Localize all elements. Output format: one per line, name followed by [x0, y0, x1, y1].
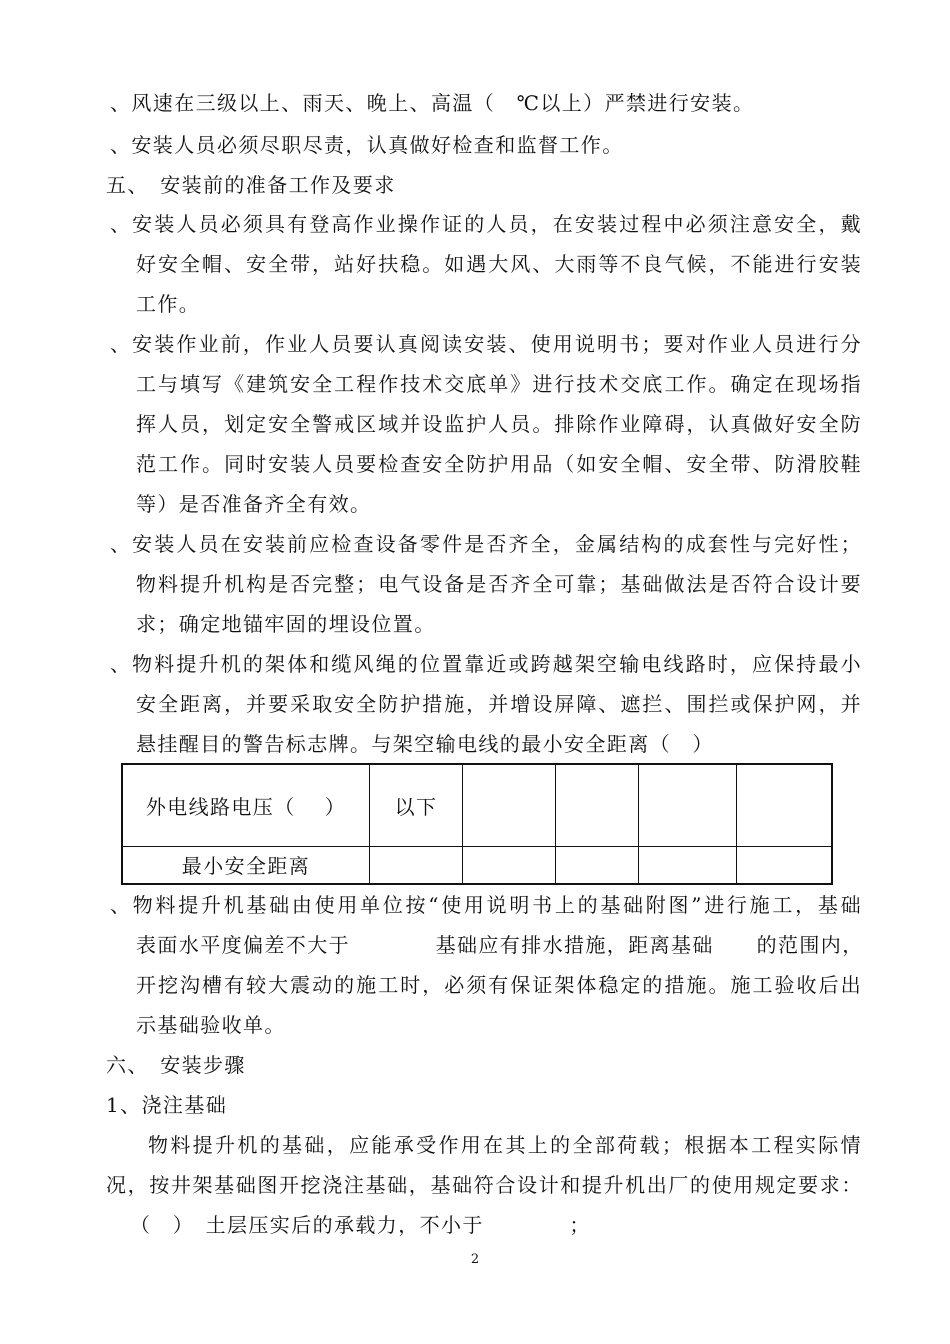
voltage-label-cell: 外电线路电压（ ）: [122, 764, 370, 846]
paragraph-line: 、安装人员在安装前应检查设备零件是否齐全，金属结构的成套性与完好性；: [110, 532, 862, 556]
paragraph-line: 物料提升机的基础，应能承受作用在其上的全部荷载；根据本工程实际情: [148, 1133, 862, 1157]
distance-label-cell: 最小安全距离: [122, 846, 370, 884]
paragraph-line: 安全距离，并要采取安全防护措施，并增设屏障、遮拦、围拦或保护网，并: [136, 692, 862, 716]
paragraph-line: 工作。: [136, 292, 201, 316]
paragraph-line: 、安装作业前，作业人员要认真阅读安装、使用说明书；要对作业人员进行分: [110, 332, 862, 356]
table-cell: [556, 846, 639, 884]
table-cell: 以下: [370, 764, 463, 846]
rule-wind-speed: 、风速在三级以上、雨天、晚上、高温（ ℃以上）严禁进行安装。: [110, 91, 755, 115]
table-cell: [463, 764, 556, 846]
section-heading-5: 五、 安装前的准备工作及要求: [106, 173, 396, 197]
table-cell: [737, 764, 833, 846]
section-heading-6: 六、 安装步骤: [106, 1053, 246, 1077]
paragraph-line: 工与填写《建筑安全工程作技术交底单》进行技术交底工作。确定在现场指: [136, 372, 862, 396]
subheading-foundation: 1、浇注基础: [106, 1093, 228, 1117]
paragraph-line: 求；确定地锚牢固的埋设位置。: [136, 612, 436, 636]
table-cell: [370, 846, 463, 884]
paragraph-line: 挥人员，划定安全警戒区域并设监护人员。排除作业障碍，认真做好安全防: [136, 412, 862, 436]
table-row: [122, 846, 832, 884]
paragraph-line: 好安全帽、安全带，站好扶稳。如遇大风、大雨等不良气候，不能进行安装: [136, 252, 862, 276]
table-cell: [556, 764, 639, 846]
paragraph-line: 、物料提升机基础由使用单位按“使用说明书上的基础附图”进行施工，基础: [110, 893, 862, 917]
paragraph-line: 悬挂醒目的警告标志牌。与架空输电线的最小安全距离（ ）: [136, 732, 714, 756]
table-cell: [463, 846, 556, 884]
paragraph-line: 示基础验收单。: [136, 1013, 286, 1037]
table-row: [122, 764, 832, 846]
paragraph-line: 范工作。同时安装人员要检查安全防护用品（如安全帽、安全带、防滑胶鞋: [136, 452, 862, 476]
table-cell: [639, 846, 737, 884]
table-cell: [639, 764, 737, 846]
paragraph-line: 等）是否准备齐全有效。: [136, 492, 372, 516]
paragraph-line: 开挖沟槽有较大震动的施工时，必须有保证架体稳定的措施。施工验收后出: [136, 973, 862, 997]
paragraph-line: 物料提升机构是否完整；电气设备是否齐全可靠；基础做法是否符合设计要: [136, 572, 862, 596]
safety-distance-table: [121, 763, 833, 885]
paragraph-line: 、物料提升机的架体和缆风绳的位置靠近或跨越架空输电线路时，应保持最小: [110, 652, 862, 676]
rule-duty: 、安装人员必须尽职尽责，认真做好检查和监督工作。: [110, 133, 624, 157]
table-cell: [737, 846, 833, 884]
paragraph-line: 况，按井架基础图开挖浇注基础，基础符合设计和提升机出厂的使用规定要求：: [106, 1173, 862, 1197]
page-number: 2: [470, 1252, 480, 1267]
paragraph-line: 、安装人员必须具有登高作业操作证的人员，在安装过程中必须注意安全，戴: [110, 212, 862, 236]
paragraph-line: （ ） 土层压实后的承载力，不小于 ；: [130, 1213, 591, 1237]
paragraph-line: 表面水平度偏差不大于 基础应有排水措施，距离基础 的范围内，: [136, 933, 864, 957]
